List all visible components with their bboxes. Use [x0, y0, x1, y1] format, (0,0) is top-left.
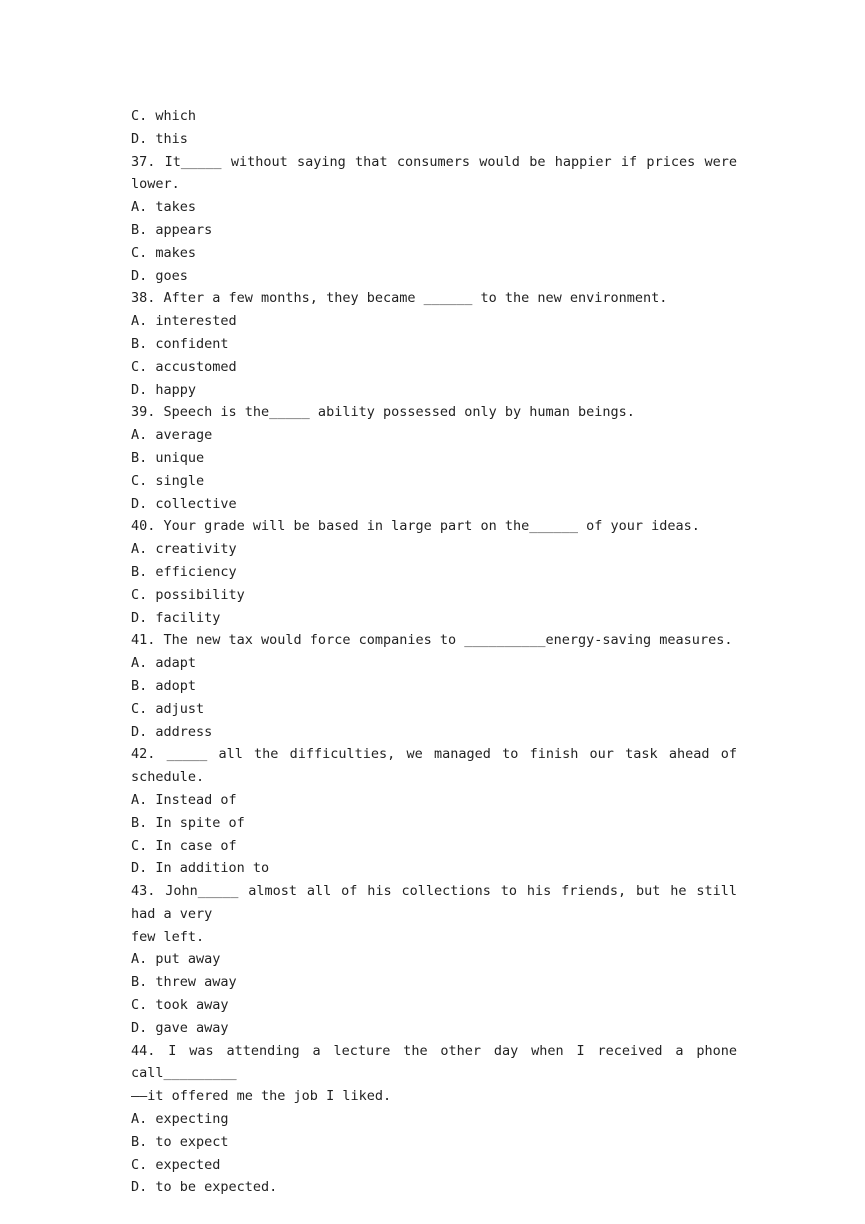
option-line: A. average — [131, 427, 213, 444]
option-line: C. makes — [131, 244, 197, 261]
option-line: C. accustomed — [131, 358, 237, 375]
option-line: B. adopt — [131, 677, 197, 694]
option-line: C. took away — [131, 997, 229, 1014]
option-line: C. single — [131, 472, 205, 489]
option-line: B. unique — [131, 449, 205, 466]
option-line: D. to be expected. — [131, 1179, 278, 1196]
option-line: A. Instead of — [131, 791, 237, 808]
question-43: 43. John_____ almost all of his collections to his friends, but he still had a very — [131, 883, 746, 922]
option-line: A. expecting — [131, 1111, 229, 1128]
option-line: D. address — [131, 723, 213, 740]
option-line: B. appears — [131, 221, 213, 238]
option-line: D. gave away — [131, 1019, 229, 1036]
option-line: D. facility — [131, 609, 221, 626]
option-line: A. interested — [131, 313, 237, 330]
option-line: C. which — [131, 108, 197, 124]
option-line: B. confident — [131, 335, 229, 352]
question-42: 42. _____ all the difficulties, we managed to finish our task ahead of schedule. — [131, 746, 746, 786]
option-line: A. adapt — [131, 655, 197, 672]
question-41: 41. The new tax would force companies to __________energy-saving measures. — [131, 632, 733, 649]
option-line: B. efficiency — [131, 563, 237, 580]
document-page — [131, 105, 746, 1199]
option-line: D. collective — [131, 495, 237, 512]
option-line: A. takes — [131, 199, 197, 216]
question-43-continuation: few left. — [131, 928, 205, 945]
question-38: 38. After a few months, they became ______ to the new environment. — [131, 290, 668, 307]
option-line: C. possibility — [131, 586, 245, 603]
option-line: A. put away — [131, 951, 221, 968]
option-line: C. In case of — [131, 837, 237, 854]
option-line: D. this — [131, 130, 188, 147]
question-44-continuation: ——it offered me the job I liked. — [131, 1088, 392, 1105]
option-line: C. adjust — [131, 700, 205, 717]
question-39: 39. Speech is the_____ ability possessed only by human beings. — [131, 404, 635, 421]
question-40: 40. Your grade will be based in large part on the______ of your ideas. — [131, 518, 700, 535]
option-line: B. threw away — [131, 974, 237, 991]
option-line: D. In addition to — [131, 860, 270, 877]
option-line: D. goes — [131, 267, 188, 284]
option-line: B. to expect — [131, 1133, 229, 1150]
question-37: 37. It_____ without saying that consumers would be happier if prices were lower. — [131, 153, 746, 193]
option-line: C. expected — [131, 1156, 221, 1173]
option-line: B. In spite of — [131, 814, 245, 831]
option-line: D. happy — [131, 381, 197, 398]
question-44: 44. I was attending a lecture the other day when I received a phone call_________ — [131, 1042, 746, 1082]
option-line: A. creativity — [131, 541, 237, 558]
